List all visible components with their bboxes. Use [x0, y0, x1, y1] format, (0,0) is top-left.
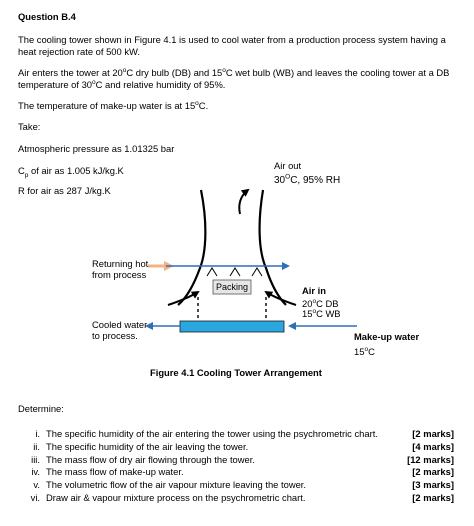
question-text: The specific humidity of the air entering the tower using the psychrometric chart. [46, 428, 378, 439]
question-marks: [2 marks] [412, 466, 454, 478]
question-text: The specific humidity of the air leaving the tower. [46, 440, 249, 452]
air-out-label: Air out [274, 160, 302, 171]
intro-paragraph: The cooling tower shown in Figure 4.1 is used to cool water from a production process system having a heat rejection rate of 500 kW. [18, 34, 446, 57]
question-item [22, 492, 454, 504]
question-marks: [4 marks] [412, 440, 454, 452]
question-marks: [2 marks] [412, 428, 454, 439]
question-item [22, 440, 454, 453]
makeup-water-label: Make-up water [354, 331, 420, 342]
given-pressure: Atmospheric pressure as 1.01325 bar [18, 143, 175, 154]
determine-label: Determine: [18, 403, 64, 414]
question-text: Draw air & vapour mixture process on the psychrometric chart. [46, 492, 306, 503]
figure-caption: Figure 4.1 Cooling Tower Arrangement [150, 367, 322, 378]
air-conditions-paragraph: Air enters the tower at 20$^o$C dry bulb (DB) and 15$^o$C wet bulb (WB) and leaves the cooling tower at a DB temperature of 30$^o$C and relative humidity of 95%. [18, 66, 450, 90]
take-label: Take: [18, 121, 41, 132]
cooled-water-label: Cooled water to process. [92, 319, 148, 341]
question-text: The mass flow of make-up water. [46, 466, 184, 478]
air-in-wb: 15$^o$C WB [302, 307, 341, 319]
air-in-label: Air in [302, 285, 326, 296]
question-marks: [12 marks] [407, 453, 454, 465]
question-item [22, 479, 454, 491]
given-r: R for air as 287 J/kg.K [18, 185, 111, 196]
question-item [22, 453, 454, 466]
makeup-water-temp: 15$^o$C [354, 345, 375, 357]
question-number: v. [33, 479, 40, 491]
air-in-db: 20$^o$C DB [302, 297, 339, 309]
question-item [22, 466, 454, 478]
question-number: iv. [31, 466, 40, 478]
given-cp: $C_p$ of air as 1.005 kJ/kg.K [18, 165, 124, 179]
question-number: iii. [31, 453, 40, 465]
question-item [22, 428, 454, 440]
question-title: Question B.4 [18, 11, 76, 22]
question-marks: [2 marks] [412, 492, 454, 503]
question-number: ii. [33, 440, 40, 452]
question-number: i. [35, 428, 40, 439]
question-number: vi. [30, 492, 40, 503]
makeup-temperature-sentence: The temperature of make-up water is at 15$^o$C. [18, 99, 209, 111]
question-text: The mass flow of dry air flowing through the tower. [46, 453, 255, 465]
packing-label: Packing [216, 282, 249, 292]
question-marks: [3 marks] [412, 479, 454, 491]
question-text: The volumetric flow of the air vapour mixture leaving the tower. [46, 479, 307, 491]
returning-hot-label: Returning hot from process [92, 258, 149, 280]
air-out-conditions: $30^OC$, 95% RH [274, 173, 341, 186]
